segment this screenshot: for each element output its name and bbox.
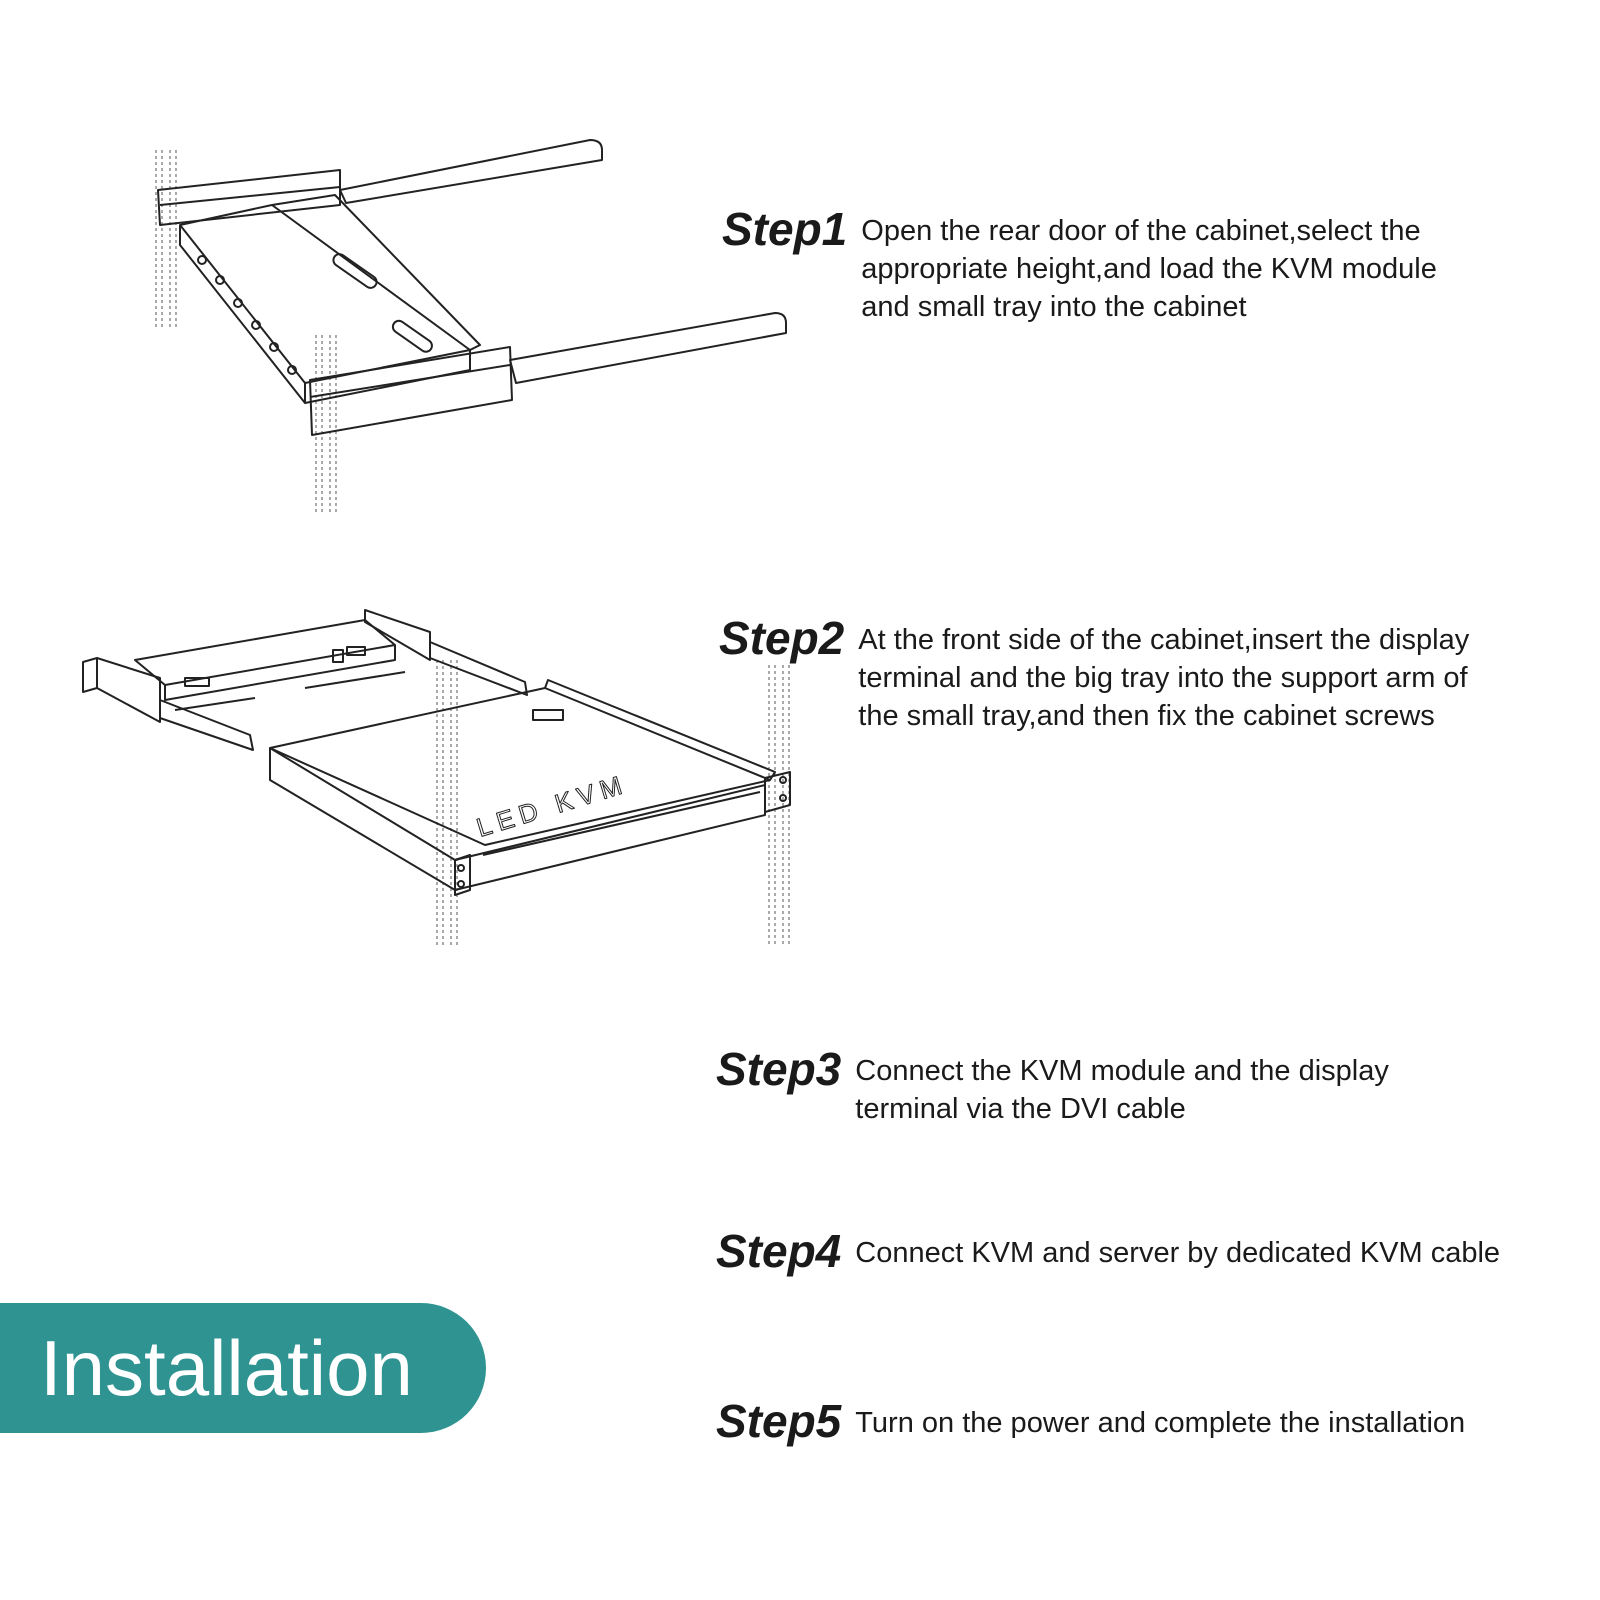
rear-module — [135, 620, 405, 710]
step1 — [722, 203, 1437, 326]
step2 — [719, 612, 1470, 735]
upper-rail — [158, 140, 602, 225]
step4-text: Connect KVM and server by dedicated KVM cable — [855, 1237, 1501, 1269]
banner-title: Installation — [40, 1324, 413, 1412]
step3-label: Step3 — [716, 1043, 842, 1095]
step5-label: Step5 — [716, 1395, 842, 1447]
step1-illustration — [150, 135, 820, 525]
kvm-module — [180, 205, 470, 403]
step2-text: At the front side of the cabinet,insert the display terminal and the big tray into the support arm of the small tray,and then fix the cabinet screws — [858, 624, 1470, 732]
step4-label: Step4 — [716, 1225, 842, 1277]
step3-text: Connect the KVM module and the display terminal via the DVI cable — [855, 1055, 1389, 1125]
step5-text: Turn on the power and complete the installation — [855, 1407, 1466, 1439]
rack-post-left — [156, 150, 176, 330]
small-tray — [272, 195, 480, 354]
step4 — [716, 1225, 1501, 1277]
step3 — [716, 1043, 1389, 1128]
installation-banner — [0, 1303, 486, 1433]
step1-text: Open the rear door of the cabinet,select the appropriate height,and load the KVM module and small tray into the cabinet — [861, 215, 1437, 323]
rack-post-right — [316, 335, 336, 515]
step2-label: Step2 — [719, 612, 845, 664]
led-kvm-label: LED KVM — [472, 768, 632, 843]
step5 — [716, 1395, 1466, 1447]
lower-rail — [310, 313, 786, 435]
step2-illustration — [75, 600, 815, 950]
display-terminal — [270, 680, 790, 895]
step1-label: Step1 — [722, 203, 848, 255]
rack-post-front-left — [437, 660, 457, 945]
